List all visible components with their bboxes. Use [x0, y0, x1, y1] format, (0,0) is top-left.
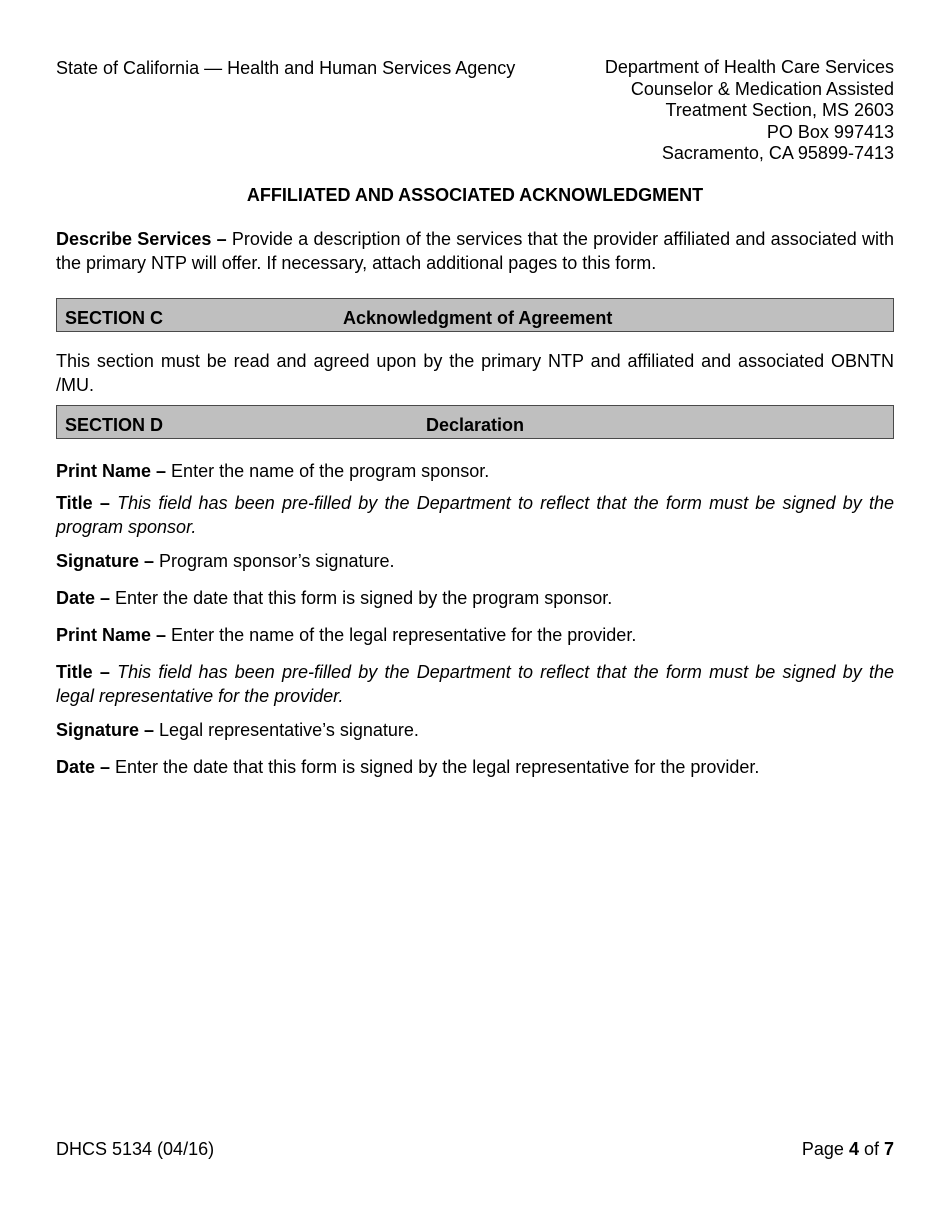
form-id: DHCS 5134 (04/16) — [56, 1139, 215, 1159]
declaration-item-signature-legal-rep — [56, 718, 894, 742]
page-number — [802, 1138, 894, 1160]
item-text: This field has been pre-filled by the Department to reflect that the form must be signed by the legal representative for the provider. — [56, 662, 894, 706]
describe-services-paragraph — [56, 227, 894, 275]
declaration-item-date-legal-rep — [56, 755, 894, 779]
address-line: Counselor & Medication Assisted — [630, 78, 894, 99]
item-label: Title – — [56, 662, 110, 682]
section-c-body: This section must be read and agreed upon by the primary NTP and affiliated and associated OBNTN /MU. — [56, 351, 894, 395]
declaration-item-print-name-sponsor — [56, 459, 894, 483]
item-text: Legal representative’s signature. — [154, 720, 419, 740]
section-d-label: SECTION D — [65, 415, 164, 435]
item-text: This field has been pre-filled by the Department to reflect that the form must be signed by the program sponsor. — [56, 493, 894, 537]
page-prefix: Page — [801, 1139, 849, 1159]
item-label: Title – — [56, 493, 110, 513]
item-label: Date – — [56, 588, 111, 608]
item-label: Print Name – — [56, 625, 167, 645]
address-line: Treatment Section, MS 2603 — [665, 100, 894, 120]
declaration-item-print-name-legal-rep — [56, 623, 894, 647]
declaration-item-date-sponsor — [56, 586, 894, 610]
item-label: Signature – — [56, 720, 155, 740]
page-current: 4 — [848, 1139, 859, 1159]
declaration-item-signature-sponsor — [56, 549, 894, 573]
item-label: Signature – — [56, 551, 155, 571]
page-total: 7 — [883, 1139, 894, 1159]
item-text: Enter the date that this form is signed by the legal representative for the provider. — [110, 757, 760, 777]
item-text: Enter the name of the program sponsor. — [166, 461, 490, 481]
describe-services-label: Describe Services – — [56, 229, 227, 249]
section-c-title: Acknowledgment of Agreement — [343, 308, 613, 328]
section-d-header — [56, 405, 894, 439]
address-line: Sacramento, CA 95899-7413 — [661, 143, 894, 163]
agency-name: State of California — Health and Human Services Agency — [56, 58, 516, 78]
section-c-header — [56, 298, 894, 332]
section-c-label: SECTION C — [65, 308, 164, 328]
department-address — [605, 57, 894, 165]
declaration-item-title-sponsor — [56, 491, 894, 539]
address-line: Department of Health Care Services — [604, 57, 894, 77]
item-label: Date – — [56, 757, 111, 777]
item-text: Enter the date that this form is signed by the program sponsor. — [110, 588, 613, 608]
item-label: Print Name – — [56, 461, 167, 481]
form-title: AFFILIATED AND ASSOCIATED ACKNOWLEDGMENT — [246, 185, 704, 205]
section-d-title: Declaration — [426, 415, 525, 435]
address-line: PO Box 997413 — [766, 121, 894, 142]
page-of: of — [858, 1139, 884, 1159]
declaration-item-title-legal-rep — [56, 660, 894, 708]
describe-services-text: Provide a description of the services that the provider affiliated and associated with the primary NTP will offer. If necessary, attach additional pages to this form. — [56, 229, 894, 273]
item-text: Enter the name of the legal representative for the provider. — [166, 625, 637, 645]
item-text: Program sponsor’s signature. — [154, 551, 395, 571]
